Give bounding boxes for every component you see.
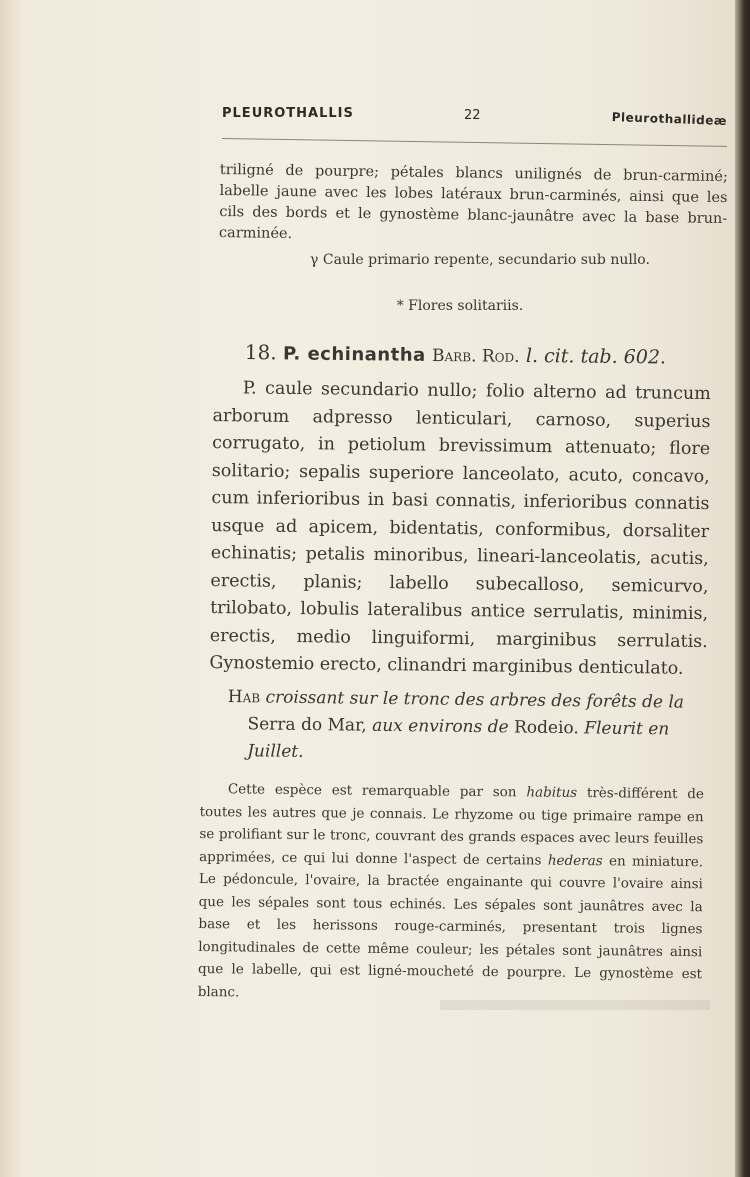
habitat-locality: Rodeio. [513, 717, 579, 739]
page-edge-shadow [735, 0, 750, 1177]
page-gutter [0, 0, 22, 1177]
species-heading [245, 340, 715, 369]
habitat-text-1: croissant sur le tronc des arbres des forêts de la [265, 687, 685, 713]
latin-description: P. caule secundario nullo; folio alterno ad truncum arborum adpresso lenticulari, carnoso, superius corrugato, in petiolum brevissimum attenuato; flore solitario; sepalis superiore lanceolato, acuto, concavo, cum inferioribus in basi connatis, inferioribus connatis usque ad apicem, bidentatis, conformibus, dorsaliter echinatis; petalis minoribus, lineari-lanceolatis, acutis, erectis, planis; labello subecalloso, semicurvo, trilobato, lobulis lateralibus antice serrulatis, minimis, erectis, medio linguiformi, marginibus serrulatis. Gynostemio erecto, clinandri marginibus denticulato. [209, 378, 711, 679]
running-header [222, 106, 727, 130]
header-genus: PLEUROTHALLIS [222, 106, 354, 121]
header-rule [222, 138, 727, 147]
french-description [198, 778, 704, 1008]
french-part-3: en miniature. Le pédoncule, l'ovaire, la bractée engainante qui couvre l'ovaire ainsi que les sépales sont tous echinés. Les sépales sont jaunâtres avec la base et les herissons rouge-carminés, presentant trois lignes longitudinales de cette même couleur; les pétales sont jaunâtres ainsi que le labelle, qui est ligné-moucheté de pourpre. Le gynostème est blanc. [197, 852, 704, 1000]
bleed-through-shadow [440, 1000, 710, 1010]
species-name: P. echinantha [282, 343, 426, 366]
habitat-label: Hab [227, 686, 261, 708]
french-habitus: habitus [526, 784, 578, 801]
french-hederas: hederas [547, 852, 603, 869]
french-part-2: très-différent de toutes les autres que je connais. Le rhyzome ou tige primaire rampe en se prolifiant sur le tronc, couvrant des grands espaces avec leurs feuilles apprimées, ce qui lui donne l'aspect de certains [199, 785, 704, 869]
section-heading: γ Caule primario repente, secundario sub nullo. [310, 252, 650, 268]
habitat-paragraph [227, 684, 706, 771]
species-reference: l. cit. tab. 602. [525, 344, 667, 369]
continuation-paragraph: triligné de pourpre; pétales blancs unilignés de brun-carminé; labelle jaune avec les lobes latéraux brun-carminés, ainsi que les cils des bords et le gynostème blanc-jaunâtre avec la base brun-carminée. [218, 161, 728, 243]
french-part-1: Cette espèce est remarquable par son [227, 781, 517, 801]
habitat-flowering: Fleurit en Juillet. [247, 718, 670, 762]
header-tribe: Pleurothallideæ [611, 110, 727, 129]
habitat-text-3: aux environs de [372, 715, 509, 738]
subsection-heading: * Flores solitariis. [396, 298, 524, 314]
page-number: 22 [464, 108, 481, 123]
species-number: 18. [244, 340, 277, 365]
habitat-location: Serra do Mar, [247, 714, 367, 736]
habitat-line-2 [227, 711, 706, 771]
species-author: Barb. Rod. [431, 345, 520, 367]
